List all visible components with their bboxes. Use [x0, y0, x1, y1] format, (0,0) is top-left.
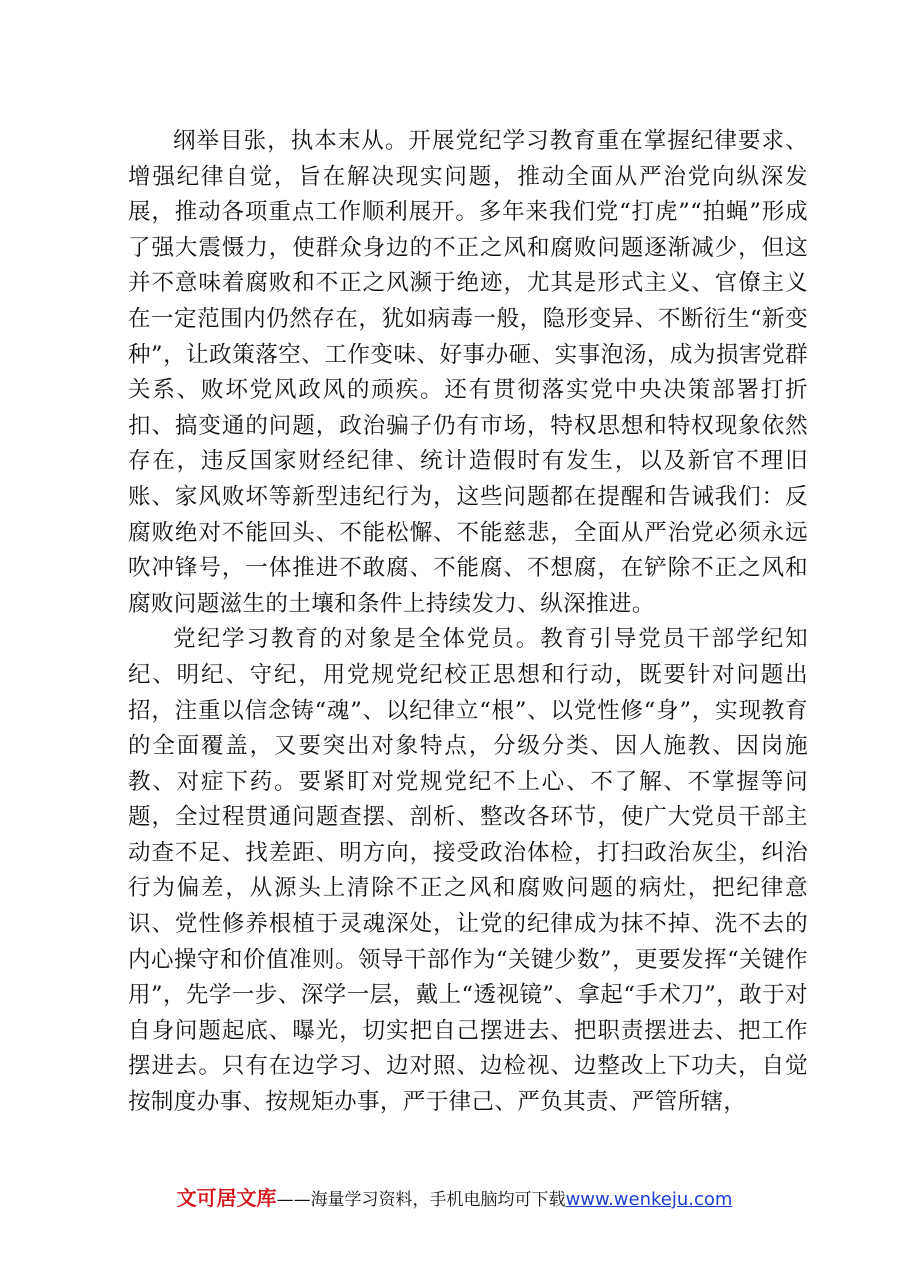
paragraph-1: 纲举目张，执本末从。开展党纪学习教育重在掌握纪律要求、增强纪律自觉，旨在解决现实问题，推动全面从严治党向纵深发展，推动各项重点工作顺利展开。多年来我们党“打虎”“拍蝇”形成了强大震慑力，使群众身边的不正之风和腐败问题逐渐减少，但这并不意味着腐败和不正之风濒于绝迹，尤其是形式主义、官僚主义在一定范围内仍然存在，犹如病毒一般，隐形变异、不断衍生“新变种”，让政策落空、工作变味、好事办砸、实事泡汤，成为损害党群关系、败坏党风政风的顽疾。还有贯彻落实党中央决策部署打折扣、搞变通的问题，政治骗子仍有市场，特权思想和特权现象依然存在，违反国家财经纪律、统计造假时有发生，以及新官不理旧账、家风败坏等新型违纪行为，这些问题都在提醒和告诫我们：反腐败绝对不能回头、不能松懈、不能慈悲，全面从严治党必须永远吹冲锋号，一体推进不敢腐、不能腐、不想腐，在铲除不正之风和腐败问题滋生的土壤和条件上持续发力、纵深推进。 — [128, 128, 808, 617]
footer-banner — [0, 1182, 909, 1211]
paragraph-2: 党纪学习教育的对象是全体党员。教育引导党员干部学纪知纪、明纪、守纪，用党规党纪校正思想和行动，既要针对问题出招，注重以信念铸“魂”、以纪律立“根”、以党性修“身”，实现教育的全面覆盖，又要突出对象特点，分级分类、因人施教、因岗施教、对症下药。要紧盯对党规党纪不上心、不了解、不掌握等问题，全过程贯通问题查摆、剖析、整改各环节，使广大党员干部主动查不足、找差距、明方向，接受政治体检，打扫政治灰尘，纠治行为偏差，从源头上清除不正之风和腐败问题的病灶，把纪律意识、党性修养根植于灵魂深处，让党的纪律成为抹不掉、洗不去的内心操守和价值准则。领导干部作为“关键少数”，更要发挥“关键作用”，先学一步、深学一层，戴上“透视镜”、拿起“手术刀”，敢于对自身问题起底、曝光，切实把自己摆进去、把职责摆进去、把工作摆进去。只有在边学习、边对照、边检视、边整改上下功夫，自觉按制度办事、按规矩办事，严于律己、严负其责、严管所辖， — [128, 626, 808, 1116]
footer-link[interactable]: www.wenkeju.com — [565, 1189, 733, 1210]
footer-brand: 文可居文库 — [176, 1186, 277, 1210]
document-body — [128, 124, 808, 1121]
footer-slogan: ——海量学习资料，手机电脑均可下载 — [276, 1190, 566, 1210]
